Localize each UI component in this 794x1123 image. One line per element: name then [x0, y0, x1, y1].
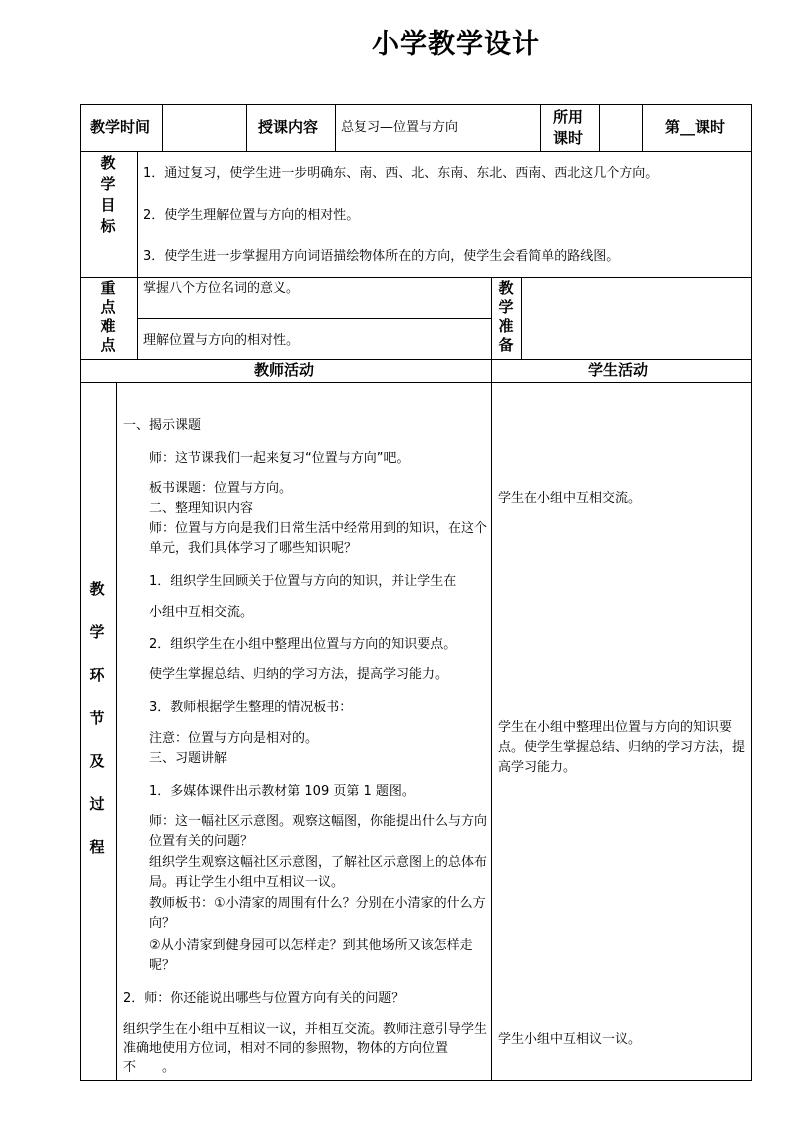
row-divider-goals: [80, 277, 751, 278]
process-label-char: 节: [89, 709, 105, 727]
process-label-char: 学: [89, 623, 105, 641]
row-divider-header: [80, 151, 751, 152]
keypoints-label: [96, 279, 120, 355]
page-title: 小学教学设计: [372, 29, 540, 60]
goal-item: 1．通过复习，使学生进一步明确东、南、西、北、东南、东北、西南、西北这几个方向。: [143, 166, 659, 181]
col-divider: [137, 151, 138, 359]
col-divider: [642, 104, 643, 151]
teacher-line: 师：位置与方向是我们日常生活中经常用到的知识，在这个单元，我们具体学习了哪些知识呢？: [149, 521, 488, 556]
hours-label-line2: 课时: [553, 129, 584, 147]
teacher-line: 使学生掌握总结、归纳的学习方法，提高学习能力。: [149, 667, 449, 682]
teacher-line: 板书课题：位置与方向。: [149, 481, 293, 496]
time-label: 教学时间: [90, 118, 151, 136]
teacher-line: 师：这一幅社区示意图。观察这幅图，你能提出什么与方向位置有关的问题？: [149, 814, 488, 849]
goal-item: 3．使学生进一步掌握用方向词语描绘物体所在的方向，使学生会看简单的路线图。: [143, 249, 620, 264]
col-divider: [246, 104, 247, 151]
table-border-right: [751, 104, 752, 1081]
teacher-line: 3．教师根据学生整理的情况板书：: [149, 700, 353, 715]
teacher-activity-header: 教师活动: [254, 361, 315, 379]
teacher-line: 注意：位置与方向是相对的。: [149, 731, 319, 746]
col-divider: [540, 104, 541, 151]
goals-label: [96, 153, 120, 237]
student-line: 学生在小组中整理出位置与方向的知识要点。使学生掌握总结、归纳的学习方法，提高学习能力。: [498, 720, 746, 775]
teacher-line: 小组中互相交流。: [149, 605, 254, 620]
key-point-text: 掌握八个方位名词的意义。: [143, 281, 300, 296]
prep-label-char: 备: [498, 336, 514, 354]
teacher-line: 1．组织学生回顾关于位置与方向的知识，并让学生在: [149, 574, 457, 589]
row-divider-keypoints-mid: [137, 318, 491, 319]
teacher-line: 组织学生观察这幅社区示意图，了解社区示意图上的总体布局。再让学生小组中互相议一议。: [149, 855, 488, 890]
teacher-line: ②从小清家到健身园可以怎样走？到其他场所又该怎样走呢？: [149, 938, 473, 973]
table-border-bottom: [80, 1080, 751, 1081]
goals-label-char: 标: [100, 217, 116, 235]
difficult-point-text: 理解位置与方向的相对性。: [143, 333, 300, 348]
table-border-top: [80, 104, 751, 105]
col-divider: [162, 104, 163, 151]
goals-label-char: 学: [100, 175, 116, 193]
col-divider: [335, 104, 336, 151]
teacher-line: 教师板书：①小清家的周围有什么？分别在小清家的什么方向？: [149, 896, 486, 931]
period-label: 第__课时: [665, 118, 726, 136]
process-label-char: 教: [89, 580, 105, 598]
col-divider: [599, 104, 600, 151]
process-label-char: 及: [89, 752, 105, 770]
teacher-line: 2．组织学生在小组中整理出位置与方向的知识要点。: [149, 637, 457, 652]
hours-label-line1: 所用: [553, 108, 584, 126]
teacher-line: 1．多媒体课件出示教材第 109 页第 1 题图。: [149, 784, 415, 799]
goals-label-char: 教: [100, 154, 116, 172]
keypoints-label-char: 点: [100, 336, 116, 354]
teacher-line: 组织学生在小组中互相议一议，并相互交流。教师注意引导学生准确地使用方位词，相对不同的参照物，物体的方向位置不 。: [123, 1022, 488, 1075]
student-activity-header: 学生活动: [588, 361, 649, 379]
prep-label: [494, 279, 518, 355]
teacher-line: 一、揭示课题: [123, 418, 202, 433]
process-label: [84, 568, 110, 869]
content-value: 总复习—位置与方向: [341, 120, 459, 135]
col-divider: [521, 277, 522, 359]
prep-label-char: 准: [498, 317, 514, 335]
col-divider: [116, 382, 117, 1081]
process-label-char: 过: [89, 795, 105, 813]
keypoints-label-char: 点: [100, 298, 116, 316]
student-line: 学生小组中互相议一议。: [498, 1032, 642, 1047]
teacher-line: 三、习题讲解: [149, 751, 228, 766]
col-divider: [491, 277, 492, 1081]
goal-item: 2．使学生理解位置与方向的相对性。: [143, 208, 360, 223]
teacher-line: 师：这节课我们一起来复习“位置与方向”吧。: [149, 451, 410, 466]
process-label-char: 程: [89, 838, 105, 856]
row-divider-activity-header: [80, 382, 751, 383]
prep-label-char: 学: [498, 298, 514, 316]
row-divider-keypoints: [80, 359, 751, 360]
content-label: 授课内容: [258, 118, 319, 136]
prep-label-char: 教: [498, 279, 514, 297]
goals-label-char: 目: [100, 196, 116, 214]
process-label-char: 环: [89, 666, 105, 684]
teacher-line: 二、整理知识内容: [149, 501, 254, 516]
table-border-left: [80, 104, 81, 1081]
student-line: 学生在小组中互相交流。: [498, 491, 642, 506]
keypoints-label-char: 难: [100, 317, 116, 335]
teacher-line: 2．师：你还能说出哪些与位置方向有关的问题？: [123, 991, 405, 1006]
keypoints-label-char: 重: [100, 279, 116, 297]
